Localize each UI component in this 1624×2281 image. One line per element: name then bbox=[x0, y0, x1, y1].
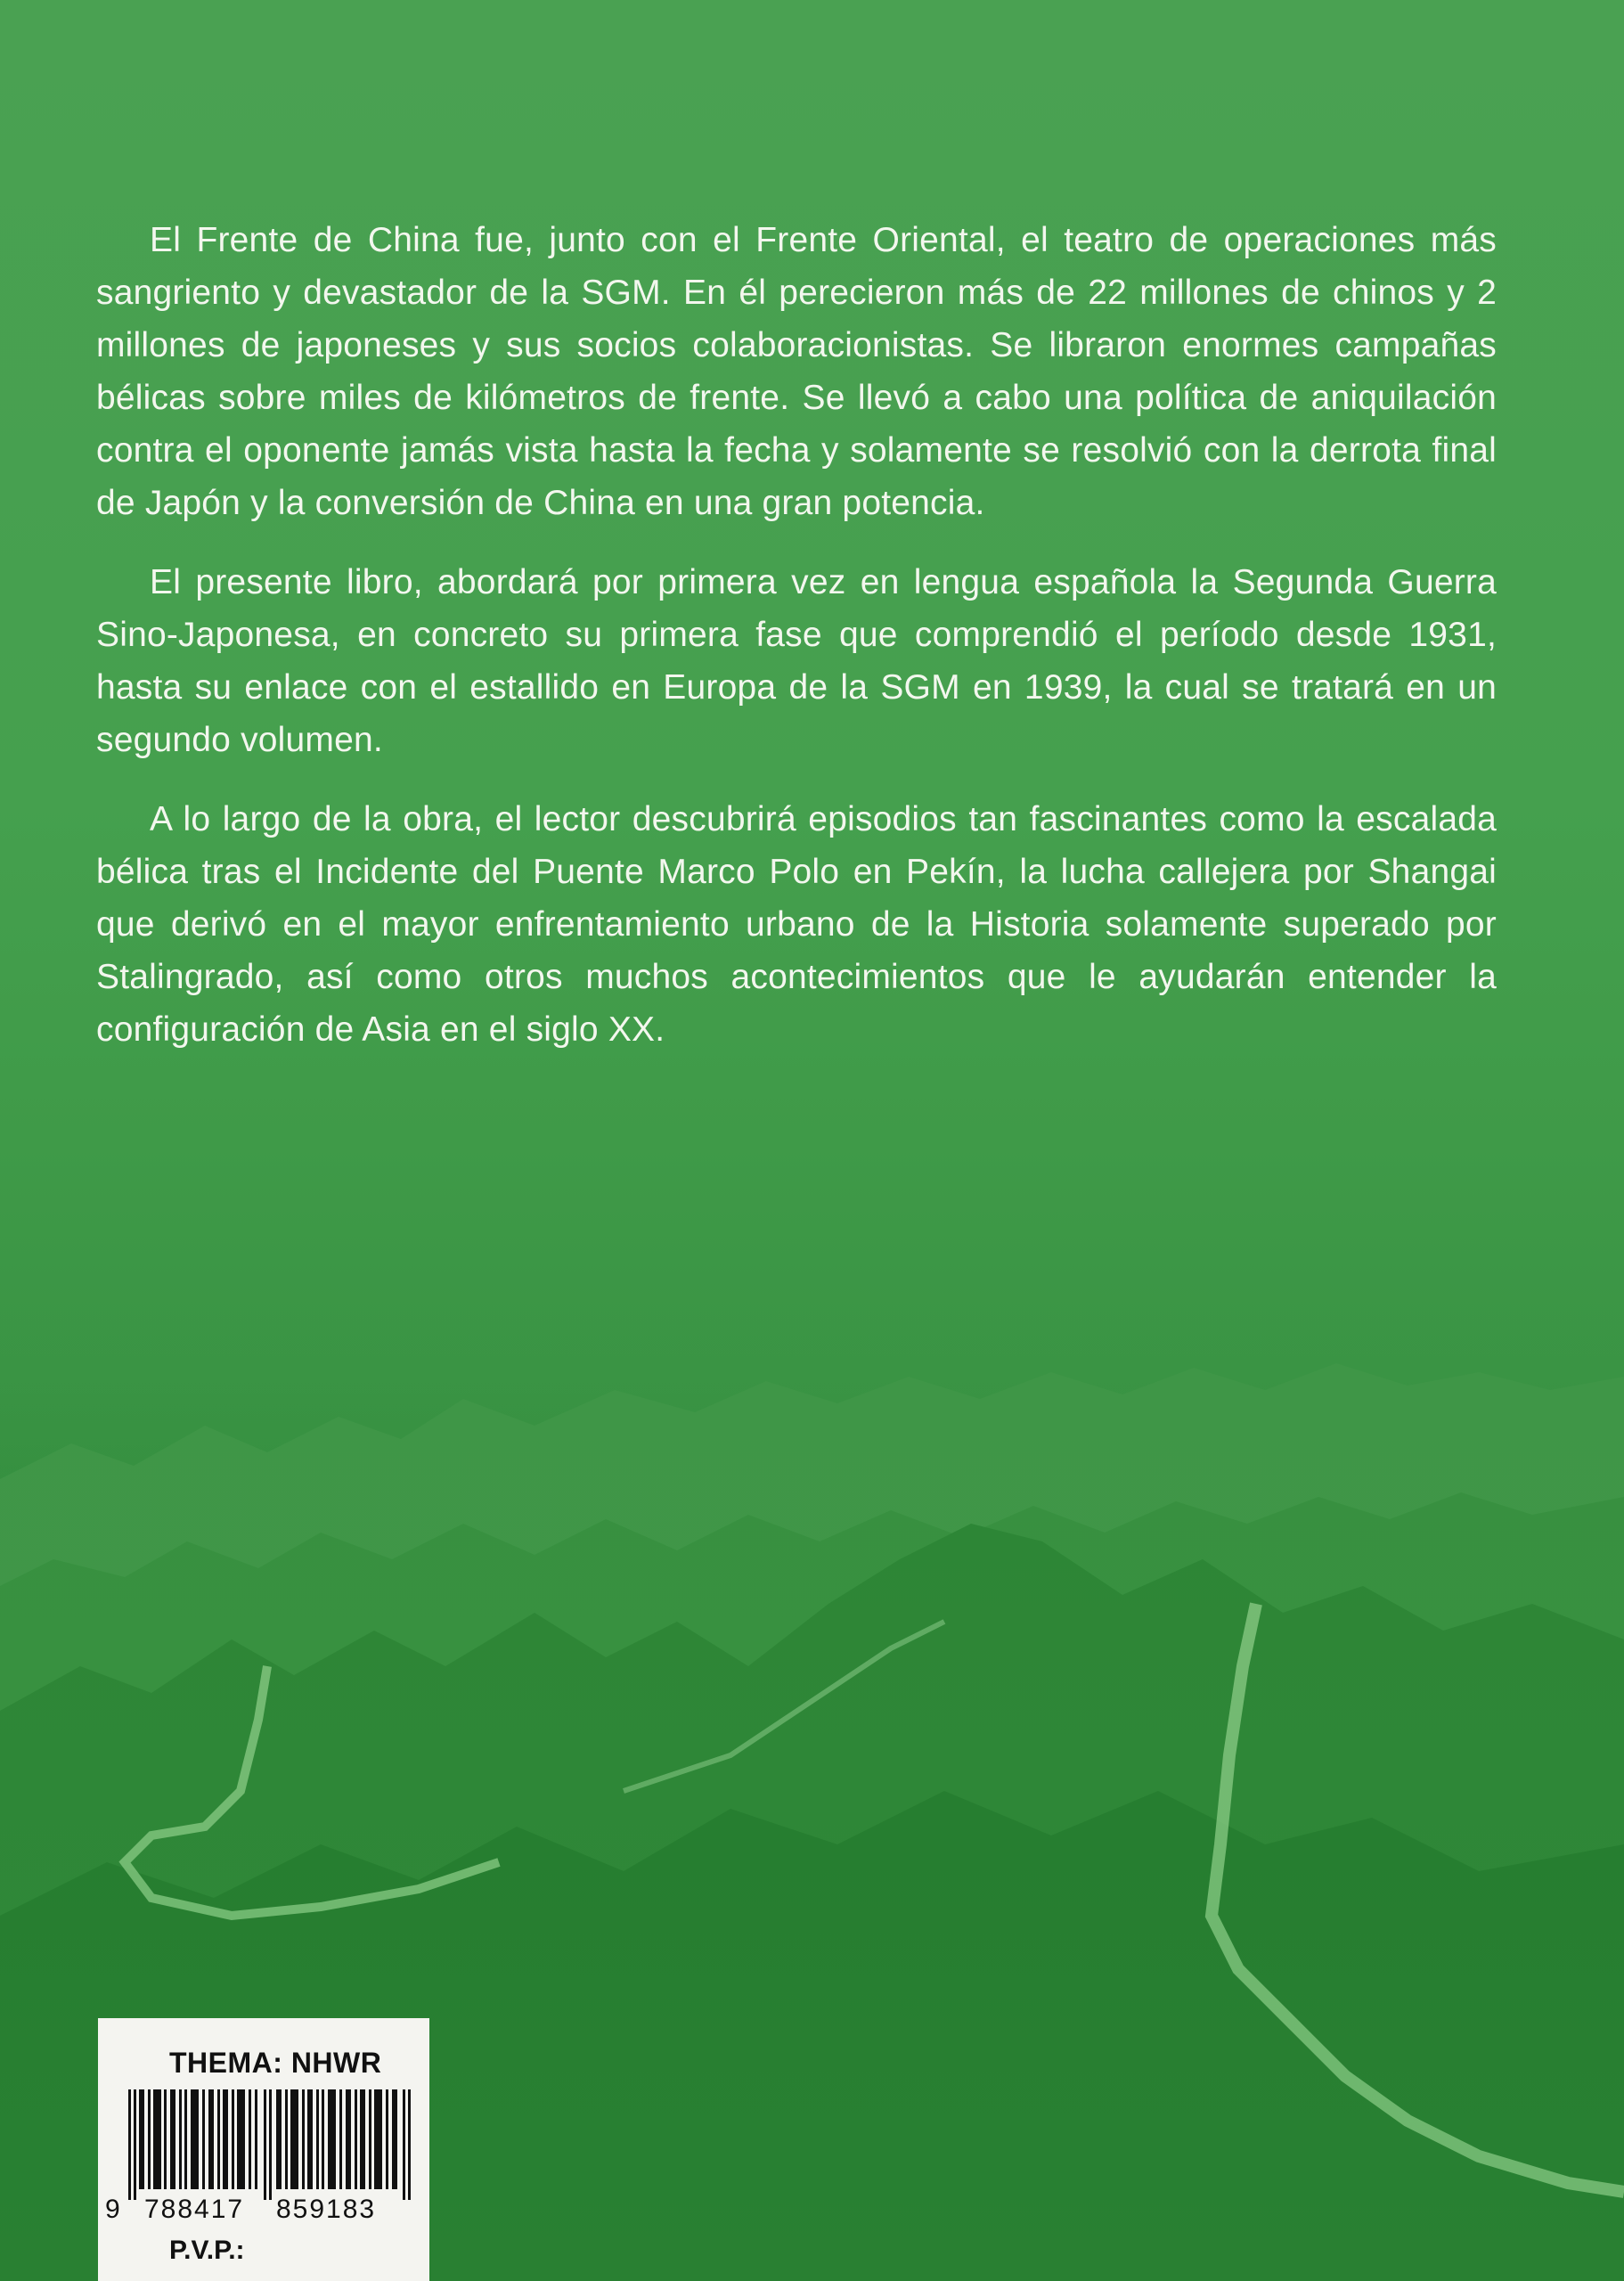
blurb-paragraph: El presente libro, abordará por primera vez en lengua española la Segunda Guerra Sino-Japonesa, en concreto su primera fase que comprendió el período desde 1931, hasta su enlace con el estallido en Europa de la SGM en 1939, la cual se tratará en un segundo volumen. bbox=[96, 563, 1497, 759]
price-label: P.V.P.: bbox=[169, 2236, 245, 2265]
thema-code: THEMA: NHWR bbox=[169, 2047, 382, 2079]
blurb-paragraph: A lo largo de la obra, el lector descubrirá episodios tan fascinantes como la escalada bélica tras el Incidente del Puente Marco Polo en Pekín, la lucha callejera por Shangai que derivó en el mayor enfrentamiento urbano de la Historia solamente superado por Stalingrado, así como otros muchos acontecimientos que le ayudarán entender la configuración de Asia en el siglo XX. bbox=[96, 800, 1497, 1049]
blurb-paragraph: El Frente de China fue, junto con el Frente Oriental, el teatro de operaciones más sangriento y devastador de la SGM. En él perecieron más de 22 millones de chinos y 2 millones de japoneses y sus socios colaboracionistas. Se libraron enormes campañas bélicas sobre miles de kilómetros de frente. Se llevó a cabo una política de aniquilación contra el oponente jamás vista hasta la fecha y solamente se resolvió con la derrota final de Japón y la conversión de China en una gran potencia. bbox=[96, 221, 1497, 522]
isbn-right-digits: 859183 bbox=[276, 2195, 377, 2224]
back-cover-blurb bbox=[96, 214, 1497, 1083]
barcode-label bbox=[98, 2018, 429, 2281]
isbn-lead-digit: 9 bbox=[105, 2195, 120, 2224]
isbn-left-digits: 788417 bbox=[144, 2195, 245, 2224]
isbn-barcode bbox=[128, 2089, 413, 2200]
